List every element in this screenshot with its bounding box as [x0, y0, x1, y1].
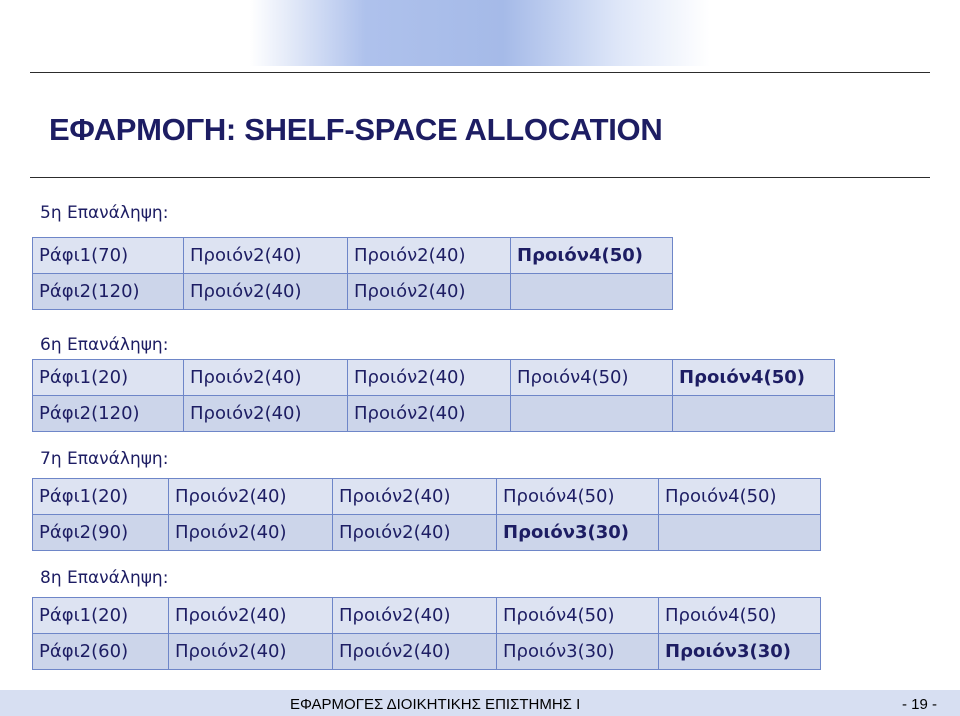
shelf-1-label: Ράφι1(20) [33, 598, 169, 634]
product-cell: Προιόν2(40) [169, 634, 333, 670]
shelf-2-label: Ράφι2(120) [33, 274, 184, 310]
iteration-7-table [32, 478, 821, 551]
shelf-2-row [33, 515, 821, 551]
iteration-6-heading: 6η Επανάληψη: [40, 335, 169, 355]
product-cell: Προιόν2(40) [348, 274, 511, 310]
header-decoration [250, 0, 710, 66]
shelf-2-row [33, 396, 835, 432]
product-cell-new: Προιόν4(50) [511, 238, 673, 274]
product-cell: Προιόν4(50) [497, 479, 659, 515]
shelf-2-label: Ράφι2(60) [33, 634, 169, 670]
product-cell: Προιόν2(40) [333, 634, 497, 670]
product-cell: Προιόν2(40) [333, 598, 497, 634]
shelf-1-label: Ράφι1(70) [33, 238, 184, 274]
product-cell: Προιόν2(40) [169, 479, 333, 515]
iteration-6-table [32, 359, 835, 432]
shelf-1-row [33, 360, 835, 396]
iteration-5-heading: 5η Επανάληψη: [40, 203, 169, 223]
product-cell-new: Προιόν3(30) [497, 515, 659, 551]
shelf-2-row [33, 274, 673, 310]
title-divider [30, 177, 930, 178]
product-cell: Προιόν2(40) [184, 238, 348, 274]
product-cell: Προιόν4(50) [659, 598, 821, 634]
slide-title: ΕΦΑΡΜΟΓΗ: SHELF-SPACE ALLOCATION [49, 112, 663, 147]
iteration-5-table [32, 237, 673, 310]
product-cell-new: Προιόν3(30) [659, 634, 821, 670]
product-cell: Προιόν4(50) [497, 598, 659, 634]
shelf-1-label: Ράφι1(20) [33, 479, 169, 515]
shelf-1-row [33, 238, 673, 274]
empty-cell [659, 515, 821, 551]
product-cell: Προιόν2(40) [169, 598, 333, 634]
shelf-1-row [33, 598, 821, 634]
product-cell: Προιόν2(40) [333, 515, 497, 551]
empty-cell [511, 396, 673, 432]
product-cell: Προιόν2(40) [184, 396, 348, 432]
top-divider [30, 72, 930, 73]
product-cell: Προιόν2(40) [348, 396, 511, 432]
product-cell: Προιόν2(40) [348, 238, 511, 274]
product-cell: Προιόν2(40) [348, 360, 511, 396]
iteration-8-table [32, 597, 821, 670]
product-cell: Προιόν2(40) [184, 274, 348, 310]
product-cell-new: Προιόν4(50) [673, 360, 835, 396]
product-cell: Προιόν4(50) [659, 479, 821, 515]
product-cell: Προιόν2(40) [169, 515, 333, 551]
shelf-1-row [33, 479, 821, 515]
shelf-2-label: Ράφι2(90) [33, 515, 169, 551]
product-cell: Προιόν2(40) [184, 360, 348, 396]
product-cell: Προιόν2(40) [333, 479, 497, 515]
shelf-2-label: Ράφι2(120) [33, 396, 184, 432]
shelf-2-row [33, 634, 821, 670]
product-cell: Προιόν4(50) [511, 360, 673, 396]
empty-cell [673, 396, 835, 432]
iteration-8-heading: 8η Επανάληψη: [40, 568, 169, 588]
footer-text: ΕΦΑΡΜΟΓΕΣ ΔΙΟΙΚΗΤΙΚΗΣ ΕΠΙΣΤΗΜΗΣ Ι [290, 696, 581, 713]
product-cell: Προιόν3(30) [497, 634, 659, 670]
empty-cell [511, 274, 673, 310]
shelf-1-label: Ράφι1(20) [33, 360, 184, 396]
page-number: - 19 - [901, 696, 937, 713]
iteration-7-heading: 7η Επανάληψη: [40, 449, 169, 469]
